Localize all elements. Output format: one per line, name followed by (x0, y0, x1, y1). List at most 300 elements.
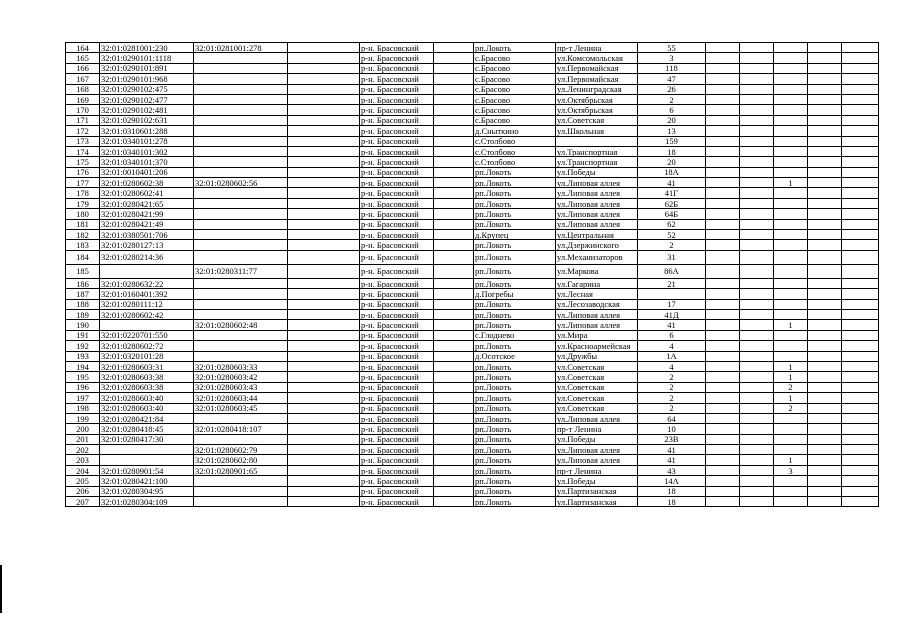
empty-cell (288, 167, 360, 177)
apartment-count (774, 198, 808, 208)
empty-cell (808, 476, 842, 486)
empty-cell (740, 465, 774, 475)
street (556, 84, 638, 94)
empty-cell (288, 230, 360, 240)
empty-cell (808, 84, 842, 94)
empty-cell (288, 278, 360, 288)
cadastral-number-2-text: 32:01:0280603:33 (195, 361, 258, 372)
cadastral-number (100, 230, 194, 240)
apartment-count (774, 382, 808, 392)
district (360, 84, 434, 94)
house-number (638, 372, 706, 382)
district-text: р-н. Брасовский (361, 252, 419, 263)
empty-cell (740, 351, 774, 361)
district (360, 330, 434, 340)
district (360, 289, 434, 299)
street (556, 126, 638, 136)
empty-cell (740, 157, 774, 167)
street-text: ул.Липовая аллея (557, 413, 621, 424)
locality-text: с.Брасово (475, 84, 511, 95)
cadastral-number-2 (194, 372, 288, 382)
house-number-text: 3 (669, 53, 674, 64)
street (556, 219, 638, 229)
cadastral-number-text: 32:01:0310601:288 (101, 125, 168, 136)
empty-cell (740, 393, 774, 403)
empty-cell (288, 476, 360, 486)
row-number-text: 195 (76, 372, 89, 383)
district (360, 74, 434, 84)
row-number (66, 434, 100, 444)
district-text: р-н. Брасовский (361, 288, 419, 299)
row-number (66, 53, 100, 63)
district-text: р-н. Брасовский (361, 299, 419, 310)
empty-cell (288, 361, 360, 371)
row-number (66, 413, 100, 423)
cadastral-number (100, 167, 194, 177)
street-text: ул.Транспортная (557, 156, 618, 167)
locality (474, 455, 556, 465)
house-number-text: 52 (667, 229, 676, 240)
empty-cell (740, 84, 774, 94)
row-number-text: 197 (76, 392, 89, 403)
district-text: р-н. Брасовский (361, 465, 419, 476)
house-number-text: 31 (667, 252, 676, 263)
cadastral-number-2 (194, 219, 288, 229)
cadastral-number-2-text: 32:01:0280602:56 (195, 177, 258, 188)
empty-cell (288, 126, 360, 136)
house-number (638, 486, 706, 496)
empty-cell (808, 497, 842, 507)
table-row (66, 445, 879, 455)
district-text: р-н. Брасовский (361, 403, 419, 414)
street-text: ул.Красноармейская (557, 340, 631, 351)
row-number (66, 126, 100, 136)
district (360, 250, 434, 264)
cadastral-number-text: 32:01:0010401:206 (101, 167, 168, 178)
cadastral-number-text: 32:01:0280421:65 (101, 198, 164, 209)
locality (474, 434, 556, 444)
district (360, 299, 434, 309)
empty-cell (706, 330, 740, 340)
empty-cell (288, 198, 360, 208)
house-number-text: 2 (669, 403, 674, 414)
cadastral-number-2 (194, 351, 288, 361)
street-text: ул.Липовая аллея (557, 309, 621, 320)
empty-cell (808, 167, 842, 177)
empty-cell (288, 497, 360, 507)
row-number-text: 174 (76, 146, 89, 157)
cadastral-number (100, 393, 194, 403)
locality (474, 320, 556, 330)
apartment-count (774, 299, 808, 309)
empty-cell (434, 497, 474, 507)
house-number (638, 94, 706, 104)
empty-cell (740, 188, 774, 198)
locality-text: с.Брасово (475, 115, 511, 126)
street (556, 413, 638, 423)
cadastral-number (100, 372, 194, 382)
cadastral-number-2 (194, 403, 288, 413)
district (360, 278, 434, 288)
empty-cell (842, 136, 879, 146)
empty-cell (740, 289, 774, 299)
district (360, 476, 434, 486)
empty-cell (808, 115, 842, 125)
empty-cell (434, 476, 474, 486)
empty-cell (288, 413, 360, 423)
apartment-count (774, 424, 808, 434)
row-number-text: 164 (76, 42, 89, 53)
locality (474, 330, 556, 340)
street (556, 341, 638, 351)
table-row (66, 320, 879, 330)
empty-cell (842, 115, 879, 125)
locality (474, 146, 556, 156)
locality-text: д.Крупец (475, 229, 509, 240)
locality (474, 94, 556, 104)
cadastral-number-text: 32:01:0380501:706 (101, 229, 168, 240)
locality (474, 372, 556, 382)
street-text: ул.Советская (557, 382, 605, 393)
cadastral-number-text: 32:01:0290102:477 (101, 94, 168, 105)
street (556, 382, 638, 392)
locality (474, 476, 556, 486)
cadastral-number-2 (194, 43, 288, 53)
street-text: пр-т Ленина (557, 465, 602, 476)
table-row (66, 105, 879, 115)
apartment-count (774, 94, 808, 104)
cadastral-number-2 (194, 74, 288, 84)
street (556, 74, 638, 84)
district (360, 198, 434, 208)
table-row (66, 126, 879, 136)
district-text: р-н. Брасовский (361, 278, 419, 289)
street-text: ул.Советская (557, 372, 605, 383)
empty-cell (434, 94, 474, 104)
empty-cell (288, 445, 360, 455)
row-number-text: 186 (76, 278, 89, 289)
cadastral-number-2-text: 32:01:0280603:45 (195, 403, 258, 414)
empty-cell (842, 382, 879, 392)
apartment-count (774, 455, 808, 465)
house-number-text: 159 (665, 136, 678, 147)
cadastral-number-2 (194, 264, 288, 278)
district (360, 63, 434, 73)
row-number-text: 204 (76, 465, 89, 476)
district (360, 497, 434, 507)
house-number-text: 55 (667, 42, 676, 53)
empty-cell (706, 188, 740, 198)
cadastral-number (100, 278, 194, 288)
district (360, 126, 434, 136)
empty-cell (740, 497, 774, 507)
row-number (66, 465, 100, 475)
row-number (66, 341, 100, 351)
property-register-table (65, 42, 879, 507)
house-number (638, 198, 706, 208)
house-number-text: 13 (667, 125, 676, 136)
empty-cell (808, 74, 842, 84)
cadastral-number-2-text: 32:01:0281001:278 (195, 42, 262, 53)
locality-text: с.Столбово (475, 156, 516, 167)
cadastral-number-2-text: 32:01:0280418:107 (195, 423, 262, 434)
empty-cell (288, 382, 360, 392)
apartment-count-text: 2 (788, 382, 793, 393)
street (556, 320, 638, 330)
apartment-count (774, 320, 808, 330)
empty-cell (808, 424, 842, 434)
apartment-count (774, 309, 808, 319)
empty-cell (842, 309, 879, 319)
table-row (66, 240, 879, 250)
empty-cell (740, 94, 774, 104)
apartment-count (774, 330, 808, 340)
district-text: р-н. Брасовский (361, 42, 419, 53)
district-text: р-н. Брасовский (361, 496, 419, 507)
row-number (66, 63, 100, 73)
street (556, 476, 638, 486)
empty-cell (740, 403, 774, 413)
apartment-count (774, 157, 808, 167)
district-text: р-н. Брасовский (361, 413, 419, 424)
cadastral-number-2 (194, 250, 288, 264)
cadastral-number-text: 32:01:0290101:968 (101, 73, 168, 84)
empty-cell (434, 289, 474, 299)
table-row (66, 351, 879, 361)
locality-text: рп.Локоть (475, 465, 512, 476)
cadastral-number (100, 209, 194, 219)
house-number (638, 320, 706, 330)
apartment-count (774, 278, 808, 288)
row-number (66, 278, 100, 288)
empty-cell (288, 299, 360, 309)
street (556, 157, 638, 167)
district (360, 361, 434, 371)
locality (474, 413, 556, 423)
apartment-count (774, 264, 808, 278)
empty-cell (808, 445, 842, 455)
table-row (66, 434, 879, 444)
row-number-text: 205 (76, 475, 89, 486)
cadastral-number-2 (194, 299, 288, 309)
locality (474, 209, 556, 219)
street (556, 43, 638, 53)
cadastral-number-2-text: 32:01:0280901:65 (195, 465, 258, 476)
empty-cell (434, 361, 474, 371)
apartment-count (774, 230, 808, 240)
empty-cell (808, 382, 842, 392)
empty-cell (808, 372, 842, 382)
locality (474, 167, 556, 177)
table-row (66, 43, 879, 53)
apartment-count (774, 465, 808, 475)
row-number (66, 382, 100, 392)
house-number (638, 309, 706, 319)
cadastral-number-2 (194, 424, 288, 434)
empty-cell (740, 361, 774, 371)
table-row (66, 188, 879, 198)
cadastral-number-text: 32:01:0280418:45 (101, 423, 164, 434)
cadastral-number (100, 250, 194, 264)
empty-cell (706, 230, 740, 240)
locality-text: рп.Локоть (475, 299, 512, 310)
street (556, 361, 638, 371)
house-number-text: 41Д (664, 309, 679, 320)
empty-cell (434, 413, 474, 423)
district (360, 53, 434, 63)
apartment-count (774, 486, 808, 496)
empty-cell (434, 351, 474, 361)
row-number (66, 403, 100, 413)
table-row (66, 219, 879, 229)
locality-text: рп.Локоть (475, 372, 512, 383)
table-row (66, 309, 879, 319)
empty-cell (706, 219, 740, 229)
street (556, 240, 638, 250)
row-number (66, 351, 100, 361)
locality (474, 198, 556, 208)
empty-cell (434, 250, 474, 264)
cadastral-number (100, 351, 194, 361)
empty-cell (740, 330, 774, 340)
street (556, 63, 638, 73)
district-text: р-н. Брасовский (361, 434, 419, 445)
house-number-text: 20 (667, 115, 676, 126)
table-row (66, 115, 879, 125)
table-row (66, 264, 879, 278)
row-number (66, 219, 100, 229)
locality (474, 250, 556, 264)
cadastral-number (100, 341, 194, 351)
empty-cell (842, 278, 879, 288)
row-number-text: 178 (76, 188, 89, 199)
row-number-text: 184 (76, 252, 89, 263)
house-number (638, 465, 706, 475)
house-number (638, 188, 706, 198)
house-number-text: 18А (664, 167, 679, 178)
row-number-text: 193 (76, 351, 89, 362)
street (556, 115, 638, 125)
table-row (66, 382, 879, 392)
row-number (66, 486, 100, 496)
locality-text: рп.Локоть (475, 361, 512, 372)
empty-cell (808, 299, 842, 309)
locality-text: рп.Локоть (475, 320, 512, 331)
cadastral-number-2-text: 32:01:0280602:80 (195, 455, 258, 466)
empty-cell (740, 53, 774, 63)
locality (474, 465, 556, 475)
locality (474, 188, 556, 198)
house-number (638, 126, 706, 136)
district-text: р-н. Брасовский (361, 136, 419, 147)
locality (474, 178, 556, 188)
empty-cell (842, 413, 879, 423)
empty-cell (808, 146, 842, 156)
locality (474, 445, 556, 455)
cadastral-number-2 (194, 157, 288, 167)
street (556, 497, 638, 507)
cadastral-number (100, 74, 194, 84)
table-row (66, 403, 879, 413)
house-number-text: 4 (669, 361, 674, 372)
district-text: р-н. Брасовский (361, 63, 419, 74)
empty-cell (808, 94, 842, 104)
empty-cell (842, 330, 879, 340)
row-number (66, 289, 100, 299)
empty-cell (434, 43, 474, 53)
empty-cell (706, 105, 740, 115)
empty-cell (808, 393, 842, 403)
locality-text: рп.Локоть (475, 340, 512, 351)
district (360, 382, 434, 392)
cadastral-number-2 (194, 178, 288, 188)
cadastral-number (100, 43, 194, 53)
locality-text: рп.Локоть (475, 266, 512, 277)
district (360, 178, 434, 188)
row-number-text: 181 (76, 219, 89, 230)
district (360, 424, 434, 434)
empty-cell (808, 198, 842, 208)
cadastral-number-text: 32:01:0280421:99 (101, 208, 164, 219)
cadastral-number-text: 32:01:0280417:30 (101, 434, 164, 445)
empty-cell (740, 309, 774, 319)
house-number (638, 424, 706, 434)
cadastral-number-2 (194, 198, 288, 208)
house-number (638, 157, 706, 167)
cadastral-number (100, 320, 194, 330)
empty-cell (706, 74, 740, 84)
house-number (638, 497, 706, 507)
apartment-count (774, 178, 808, 188)
locality-text: рп.Локоть (475, 219, 512, 230)
empty-cell (808, 178, 842, 188)
cadastral-number-2 (194, 115, 288, 125)
table-row (66, 84, 879, 94)
street-text: ул.Первомайская (557, 73, 619, 84)
district (360, 455, 434, 465)
district-text: р-н. Брасовский (361, 208, 419, 219)
locality-text: рп.Локоть (475, 177, 512, 188)
locality-text: рп.Локоть (475, 475, 512, 486)
house-number-text: 18 (667, 146, 676, 157)
cadastral-number-2 (194, 146, 288, 156)
cadastral-number-text: 32:01:0340101:302 (101, 146, 168, 157)
street (556, 330, 638, 340)
cadastral-number (100, 382, 194, 392)
locality-text: с.Столбово (475, 136, 516, 147)
house-number-text: 2 (669, 392, 674, 403)
empty-cell (842, 351, 879, 361)
street (556, 299, 638, 309)
street (556, 434, 638, 444)
empty-cell (808, 320, 842, 330)
row-number-text: 170 (76, 105, 89, 116)
empty-cell (740, 264, 774, 278)
empty-cell (808, 413, 842, 423)
street (556, 309, 638, 319)
cadastral-number (100, 178, 194, 188)
locality-text: рп.Локоть (475, 208, 512, 219)
empty-cell (842, 94, 879, 104)
empty-cell (842, 198, 879, 208)
street-text: ул.Советская (557, 392, 605, 403)
house-number (638, 105, 706, 115)
house-number-text: 62Б (664, 198, 679, 209)
empty-cell (842, 84, 879, 94)
row-number (66, 74, 100, 84)
empty-cell (740, 63, 774, 73)
table-row (66, 465, 879, 475)
